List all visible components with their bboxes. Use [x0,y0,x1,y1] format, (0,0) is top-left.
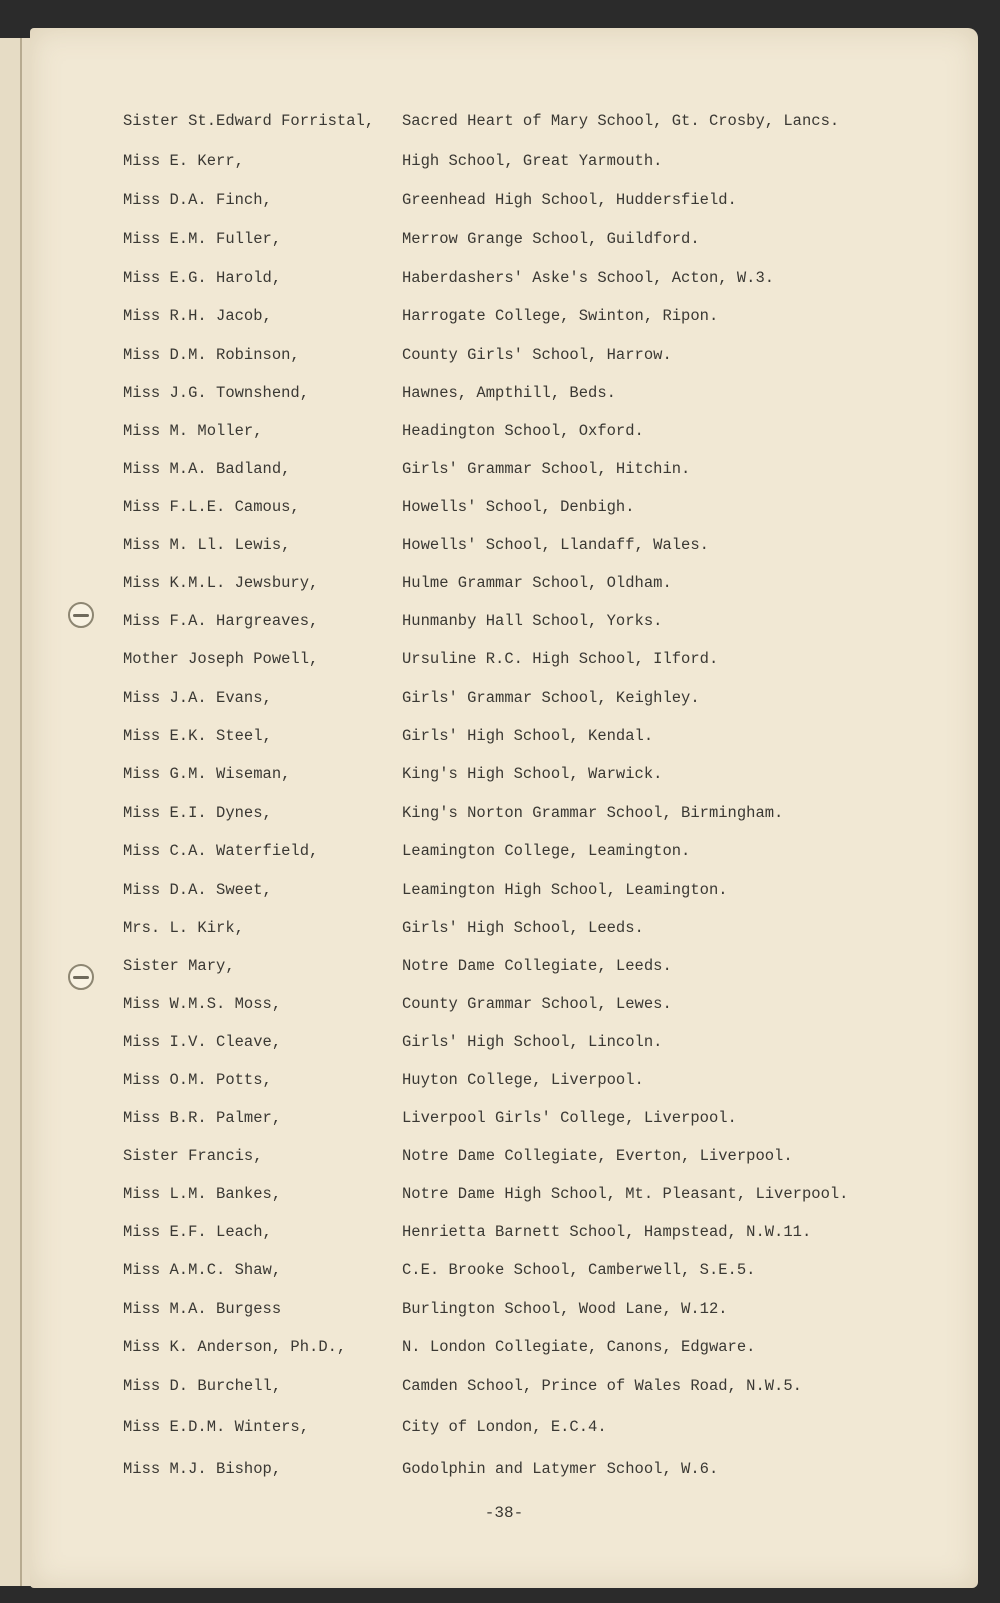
person-name: Mother Joseph Powell, [123,650,319,668]
school-name: Hawnes, Ampthill, Beds. [402,384,616,402]
list-item [30,384,978,406]
school-name: Howells' School, Denbigh. [402,498,635,516]
person-name: Miss E.I. Dynes, [123,804,272,822]
school-name: Hunmanby Hall School, Yorks. [402,612,663,630]
person-name: Miss E.G. Harold, [123,269,282,287]
list-item [30,689,978,711]
list-item [30,1418,978,1440]
list-item [30,269,978,291]
list-item [30,957,978,979]
school-name: Girls' Grammar School, Hitchin. [402,460,691,478]
school-name: Merrow Grange School, Guildford. [402,230,700,248]
page-number: -38- [484,1504,524,1522]
document-page [30,28,978,1588]
person-name: Mrs. L. Kirk, [123,919,244,937]
school-name: Huyton College, Liverpool. [402,1071,644,1089]
person-name: Miss W.M.S. Moss, [123,995,282,1013]
list-item [30,536,978,558]
underlying-page-edge [0,38,34,1586]
person-name: Miss E.K. Steel, [123,727,272,745]
list-item [30,1460,978,1482]
list-item [30,881,978,903]
list-item [30,1147,978,1169]
list-item [30,1109,978,1131]
school-name: County Grammar School, Lewes. [402,995,672,1013]
person-name: Miss M. Moller, [123,422,263,440]
person-name: Miss L.M. Bankes, [123,1185,282,1203]
school-name: King's Norton Grammar School, Birmingham. [402,804,784,822]
list-item [30,346,978,368]
person-name: Miss F.L.E. Camous, [123,498,300,516]
list-item [30,1300,978,1322]
person-name: Miss D.A. Sweet, [123,881,272,899]
list-item [30,612,978,634]
list-item [30,727,978,749]
school-name: C.E. Brooke School, Camberwell, S.E.5. [402,1261,756,1279]
list-item [30,152,978,174]
list-item [30,422,978,444]
list-item [30,230,978,252]
person-name: Miss O.M. Potts, [123,1071,272,1089]
school-name: N. London Collegiate, Canons, Edgware. [402,1338,756,1356]
school-name: Liverpool Girls' College, Liverpool. [402,1109,737,1127]
list-item [30,1377,978,1399]
school-name: Godolphin and Latymer School, W.6. [402,1460,719,1478]
person-name: Miss D. Burchell, [123,1377,282,1395]
person-name: Miss E.D.M. Winters, [123,1418,310,1436]
list-item [30,842,978,864]
list-item [30,307,978,329]
person-name: Miss E. Kerr, [123,152,244,170]
list-item [30,460,978,482]
school-name: City of London, E.C.4. [402,1418,607,1436]
list-item [30,1185,978,1207]
person-name: Miss D.M. Robinson, [123,346,300,364]
list-item [30,574,978,596]
person-name: Miss K. Anderson, Ph.D., [123,1338,347,1356]
list-item [30,650,978,672]
list-item [30,765,978,787]
school-name: Girls' High School, Kendal. [402,727,654,745]
person-name: Miss J.A. Evans, [123,689,272,707]
school-name: Headington School, Oxford. [402,422,644,440]
school-name: Leamington High School, Leamington. [402,881,728,899]
page-fold-line [20,38,22,1586]
list-item [30,995,978,1017]
person-name: Miss E.F. Leach, [123,1223,272,1241]
list-item [30,1033,978,1055]
school-name: County Girls' School, Harrow. [402,346,672,364]
person-name: Miss I.V. Cleave, [123,1033,282,1051]
school-name: King's High School, Warwick. [402,765,663,783]
person-name: Miss C.A. Waterfield, [123,842,319,860]
school-name: Camden School, Prince of Wales Road, N.W.5. [402,1377,802,1395]
school-name: Notre Dame High School, Mt. Pleasant, Liverpool. [402,1185,849,1203]
person-name: Miss M.J. Bishop, [123,1460,282,1478]
person-name: Sister Mary, [123,957,235,975]
list-item [30,191,978,213]
list-item [30,1261,978,1283]
person-name: Miss A.M.C. Shaw, [123,1261,282,1279]
person-name: Miss E.M. Fuller, [123,230,282,248]
person-name: Miss K.M.L. Jewsbury, [123,574,319,592]
list-item [30,804,978,826]
school-name: Ursuline R.C. High School, Ilford. [402,650,719,668]
person-name: Miss F.A. Hargreaves, [123,612,319,630]
person-name: Miss D.A. Finch, [123,191,272,209]
person-name: Miss B.R. Palmer, [123,1109,282,1127]
list-item [30,498,978,520]
school-name: Notre Dame Collegiate, Everton, Liverpool. [402,1147,793,1165]
school-name: Notre Dame Collegiate, Leeds. [402,957,672,975]
school-name: Leamington College, Leamington. [402,842,691,860]
person-name: Miss J.G. Townshend, [123,384,310,402]
school-name: Greenhead High School, Huddersfield. [402,191,737,209]
person-name: Miss R.H. Jacob, [123,307,272,325]
person-name: Miss M.A. Burgess [123,1300,282,1318]
list-item [30,1223,978,1245]
list-item [30,112,978,134]
school-name: Howells' School, Llandaff, Wales. [402,536,709,554]
person-name: Sister Francis, [123,1147,263,1165]
list-item [30,1071,978,1093]
person-name: Miss G.M. Wiseman, [123,765,291,783]
school-name: Hulme Grammar School, Oldham. [402,574,672,592]
school-name: Henrietta Barnett School, Hampstead, N.W.11. [402,1223,812,1241]
school-name: Girls' High School, Leeds. [402,919,644,937]
person-name: Sister St.Edward Forristal, [123,112,375,130]
school-name: Haberdashers' Aske's School, Acton, W.3. [402,269,775,287]
person-name: Miss M.A. Badland, [123,460,291,478]
list-item [30,919,978,941]
list-item [30,1338,978,1360]
person-name: Miss M. Ll. Lewis, [123,536,291,554]
school-name: Burlington School, Wood Lane, W.12. [402,1300,728,1318]
school-name: Harrogate College, Swinton, Ripon. [402,307,719,325]
school-name: Girls' High School, Lincoln. [402,1033,663,1051]
school-name: High School, Great Yarmouth. [402,152,663,170]
school-name: Sacred Heart of Mary School, Gt. Crosby, Lancs. [402,112,840,130]
school-name: Girls' Grammar School, Keighley. [402,689,700,707]
